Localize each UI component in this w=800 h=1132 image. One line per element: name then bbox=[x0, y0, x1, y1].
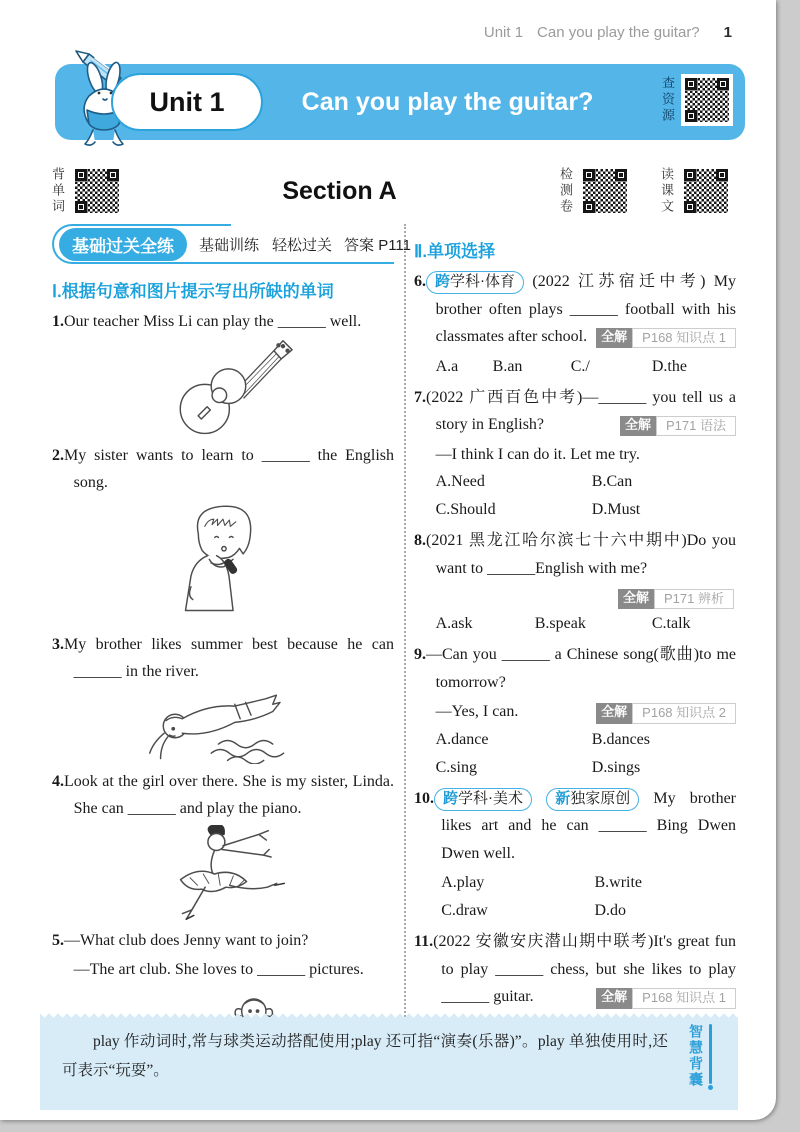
section-bar bbox=[48, 162, 732, 220]
question-number: 9. bbox=[414, 646, 426, 664]
options-10 bbox=[414, 869, 736, 925]
option: A.a bbox=[435, 357, 459, 375]
question-source: (2021 黑龙江哈尔滨七十六中期中) bbox=[426, 532, 687, 550]
solution-ref-line bbox=[414, 584, 736, 609]
question-11 bbox=[414, 928, 736, 1011]
question-source: (2022 安徽安庆潜山期中联考) bbox=[433, 933, 654, 951]
text-qr-caption: 读课文 bbox=[659, 167, 674, 215]
options-8 bbox=[414, 610, 736, 638]
fill-item-1 bbox=[52, 308, 394, 336]
question-7 bbox=[414, 384, 736, 439]
unit-label-pill bbox=[113, 75, 261, 129]
options-7 bbox=[414, 468, 736, 524]
cross-subject-tag: 跨学科·体育 bbox=[426, 271, 524, 294]
item-number: 1. bbox=[52, 313, 64, 330]
option: D.the bbox=[651, 357, 687, 375]
test-qr-group bbox=[556, 165, 631, 217]
question-text: —Can you ______ a Chinese song(歌曲)to me tomorrow? bbox=[426, 646, 736, 691]
word-qr-group bbox=[48, 165, 123, 217]
item-number: 4. bbox=[52, 772, 64, 790]
option: B.dances bbox=[591, 730, 650, 748]
resource-qr-code bbox=[681, 74, 733, 126]
question-text: It's great fun to play ______ chess, but she likes to play ______ guitar. bbox=[441, 933, 736, 1006]
fill-item-3 bbox=[52, 631, 394, 686]
option: A.Need bbox=[435, 473, 485, 491]
practice-header bbox=[52, 224, 412, 264]
right-column bbox=[412, 224, 736, 1024]
column-divider bbox=[404, 224, 406, 1024]
question-8 bbox=[414, 527, 736, 582]
option: D.Must bbox=[591, 501, 641, 519]
fill-item-2 bbox=[52, 442, 394, 497]
answer-page-ref: 答案 P111 bbox=[344, 236, 412, 254]
cross-subject-tag: 跨学科·美术 bbox=[434, 788, 532, 811]
question-text: —______ you tell us a story in English? bbox=[435, 388, 736, 434]
page-number: 1 bbox=[723, 24, 732, 41]
option: C.talk bbox=[651, 615, 691, 633]
part1-heading: Ⅰ.根据句意和图片提示写出所缺的单词 bbox=[52, 282, 334, 301]
text-qr-group bbox=[657, 165, 732, 217]
item-text: My sister wants to learn to ______ the English song. bbox=[64, 446, 394, 492]
tip-label: 智慧背囊 bbox=[688, 1024, 704, 1088]
unit-title: Can you play the guitar? bbox=[301, 87, 594, 116]
item-text: My brother likes summer best because he can ______ in the river. bbox=[64, 635, 394, 681]
test-qr-caption: 检测卷 bbox=[558, 167, 573, 215]
option: D.do bbox=[594, 902, 627, 920]
option: D.sings bbox=[591, 758, 641, 776]
section-title: Section A bbox=[282, 176, 397, 205]
original-tag: 新独家原创 bbox=[546, 788, 639, 811]
fill-item-5 bbox=[52, 927, 394, 955]
option: B.Can bbox=[591, 473, 633, 491]
options-9 bbox=[414, 726, 736, 782]
tip-side-label bbox=[686, 1024, 712, 1088]
question-text: My brother often plays ______ football with his classmates after school. bbox=[435, 273, 736, 346]
left-column bbox=[52, 224, 412, 1024]
solution-ref-badge: 全解 P168 知识点 1 bbox=[596, 328, 736, 348]
option: C.draw bbox=[441, 902, 488, 920]
option: B.write bbox=[594, 874, 643, 892]
question-source: (2022 广西百色中考) bbox=[426, 388, 583, 406]
item-number: 5. bbox=[52, 931, 64, 949]
solution-ref-badge: 全解 P168 知识点 2 bbox=[596, 703, 736, 723]
swimmer-illustration bbox=[52, 688, 394, 764]
question-number: 10. bbox=[414, 789, 434, 807]
banner-qr-caption: 查资源 bbox=[660, 76, 675, 124]
question-number: 8. bbox=[414, 532, 426, 550]
question-10 bbox=[414, 785, 736, 868]
option: C./ bbox=[570, 357, 590, 375]
running-head-title: Can you play the guitar? bbox=[537, 24, 700, 41]
option: B.an bbox=[492, 357, 523, 375]
fill-item-5-line2: —The art club. She loves to ______ pictures. bbox=[73, 961, 364, 979]
content-columns bbox=[52, 224, 736, 1024]
ballet-dancer-illustration bbox=[52, 825, 394, 923]
banner-qr-block bbox=[658, 74, 733, 126]
solution-ref-badge: 全解 P171 辨析 bbox=[618, 589, 734, 609]
text-qr-code bbox=[680, 165, 732, 217]
option: B.speak bbox=[534, 615, 586, 633]
word-qr-code bbox=[71, 165, 123, 217]
question-number: 6. bbox=[414, 273, 426, 290]
wisdom-tip-box bbox=[40, 1018, 738, 1110]
practice-label-1: 基础训练 bbox=[199, 236, 260, 254]
solution-ref-badge: 全解 P168 知识点 1 bbox=[596, 988, 736, 1008]
unit-banner bbox=[55, 64, 745, 140]
item-number: 2. bbox=[52, 446, 64, 464]
practice-badge: 基础过关全练 bbox=[59, 228, 187, 261]
question-9-reply: —Yes, I can. 全解 P168 知识点 2 bbox=[414, 698, 736, 726]
option: C.sing bbox=[435, 758, 477, 776]
singing-girl-illustration bbox=[52, 499, 394, 627]
item-line1: —What club does Jenny want to join? bbox=[64, 931, 309, 949]
question-text: Do you want to ______English with me? bbox=[435, 532, 736, 577]
unit-label: Unit 1 bbox=[149, 86, 225, 117]
item-text: Our teacher Miss Li can play the ______ well. bbox=[64, 313, 362, 330]
part2-heading: Ⅱ.单项选择 bbox=[414, 242, 496, 261]
option: A.dance bbox=[435, 730, 489, 748]
running-head bbox=[484, 24, 732, 41]
running-head-unit: Unit 1 bbox=[483, 24, 524, 41]
question-text: My brother likes art and he can ______ Bing Dwen Dwen well. bbox=[441, 789, 736, 862]
word-qr-caption: 背单词 bbox=[50, 167, 65, 215]
question-number: 11. bbox=[414, 933, 434, 951]
item-number: 3. bbox=[52, 635, 64, 653]
question-7-reply: —I think I can do it. Let me try. bbox=[435, 445, 640, 463]
tip-label-rule bbox=[709, 1024, 712, 1084]
practice-label-2: 轻松过关 bbox=[272, 236, 333, 254]
question-number: 7. bbox=[414, 388, 426, 406]
question-6 bbox=[414, 268, 736, 351]
fill-item-4 bbox=[52, 768, 394, 823]
item-text: Look at the girl over there. She is my sister, Linda. She can ______ and play the piano. bbox=[64, 772, 394, 818]
options-6 bbox=[414, 353, 736, 381]
option: C.Should bbox=[435, 501, 496, 519]
tip-text: play 作动词时,常与球类运动搭配使用;play 还可指“演奏(乐器)”。play 单独使用时,还可表示“玩耍”。 bbox=[62, 1033, 668, 1079]
solution-ref-badge: 全解 P171 语法 bbox=[620, 416, 736, 436]
question-source: (2022 江苏宿迁中考) bbox=[532, 273, 706, 290]
option: A.ask bbox=[435, 615, 473, 633]
guitar-illustration bbox=[52, 338, 394, 438]
test-qr-code bbox=[579, 165, 631, 217]
question-9 bbox=[414, 641, 736, 696]
option: A.play bbox=[441, 874, 485, 892]
